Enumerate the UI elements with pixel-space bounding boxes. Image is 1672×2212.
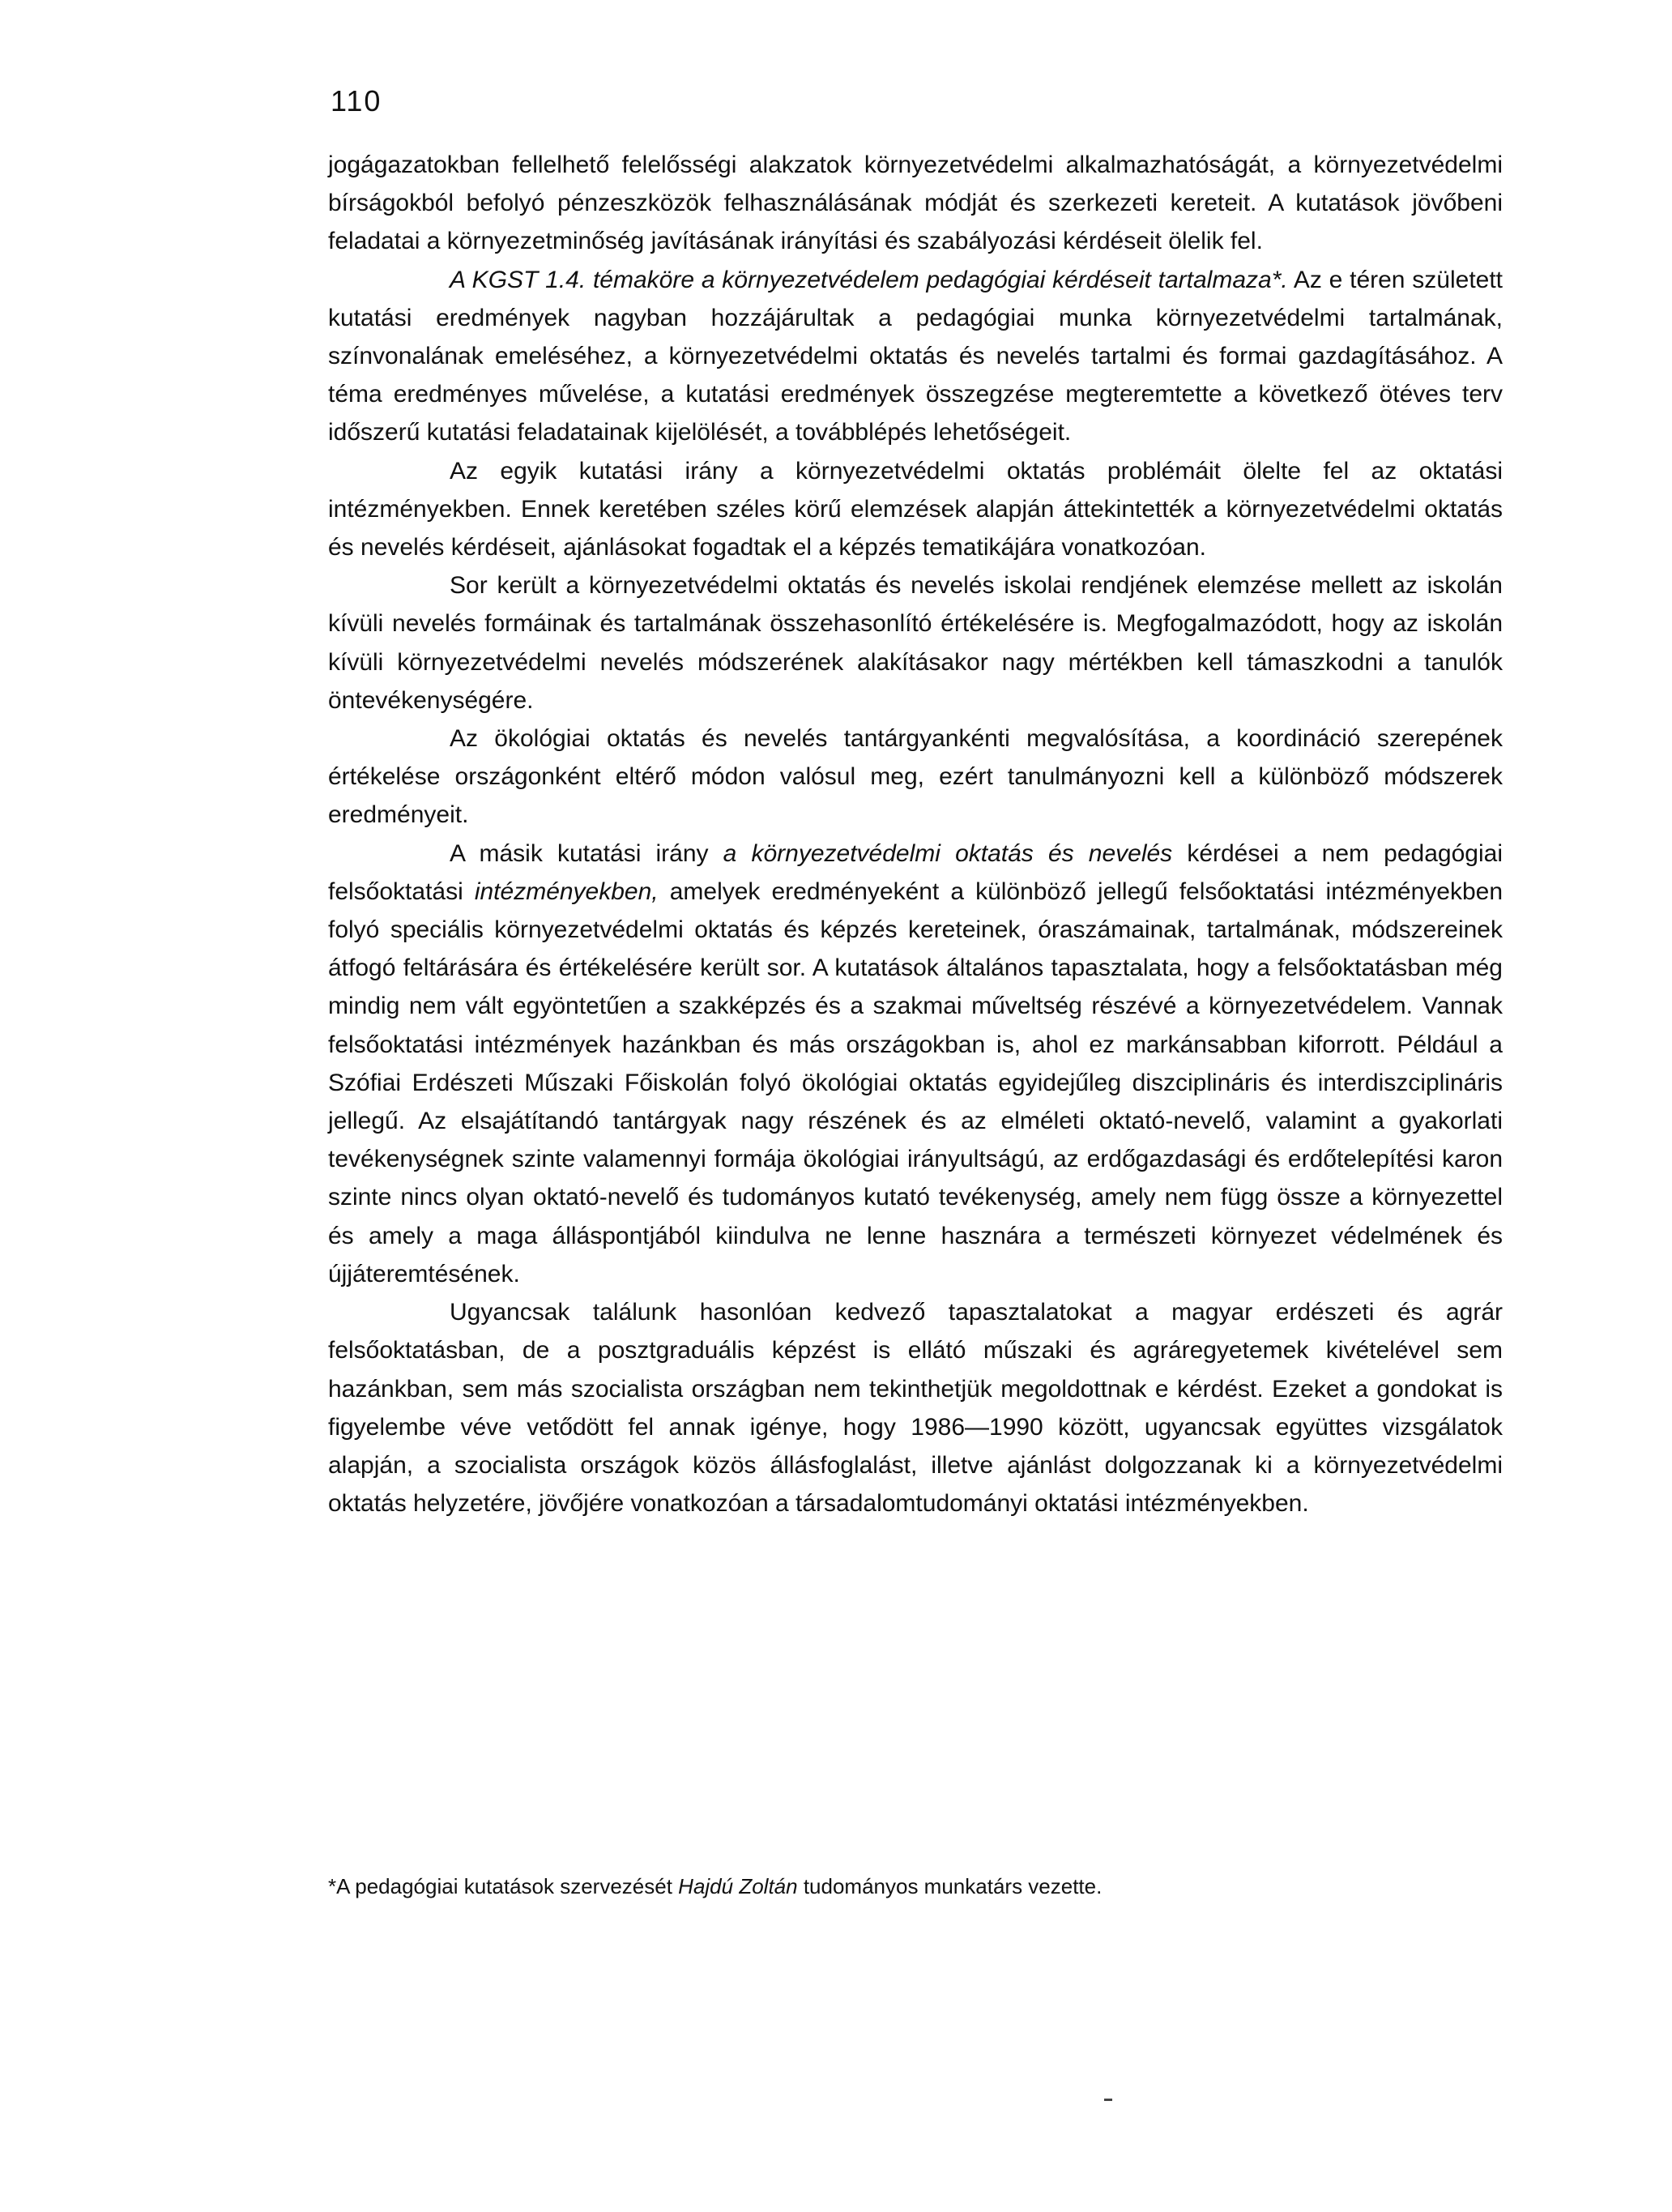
footnote-text-before: *A pedagógiai kutatások szervezését xyxy=(328,1874,679,1898)
text-run: Az ökológiai oktatás és nevelés tantárgyankénti megvalósítása, a koordináció szerepének értékelése országonként eltérő módon valósul meg, ezért tanulmányozni kell a különböző módszerek eredményeit. xyxy=(328,725,1503,829)
text-run: Az egyik kutatási irány a környezetvédelmi oktatás problémáit ölelte fel az oktatási intézményekben. Ennek keretében széles körű elemzések alapján áttekintették a környezetvédelmi oktatás és nevelés kérdéseit, ajánlásokat fogadtak el a képzés tematikájára vonatkozóan. xyxy=(328,457,1503,562)
text-run: A másik kutatási irány xyxy=(450,839,723,867)
italic-run: intézményekben, xyxy=(474,878,659,905)
footnote-author-name: Hajdú Zoltán xyxy=(678,1874,798,1898)
paragraph xyxy=(328,835,1503,1293)
italic-run: A KGST 1.4. témaköre a környezetvédelem pedagógiai kérdéseit tartalmaza*. xyxy=(450,266,1288,293)
text-run: kérdései a nem pedagógiai felsőoktatási xyxy=(328,839,1503,905)
paragraph xyxy=(328,1293,1503,1522)
body-text xyxy=(328,146,1503,1522)
text-run: Sor került a környezetvédelmi oktatás és nevelés iskolai rendjének elemzése mellett az iskolán kívüli nevelés formáinak és tartalmának összehasonlító értékelésére is. Megfogalmazódott, hogy az iskolán kívüli környezetvédelmi nevelés módszerének alakításakor nagy mértékben kell támaszkodni a tanulók öntevékenységére. xyxy=(328,572,1503,714)
text-run: amelyek eredményeként a különböző jellegű felsőoktatási intézményekben folyó speciális környezetvédelmi oktatás és képzés kereteinek, óraszámainak, tartalmának, módszereinek átfogó feltárására és értékelésére került sor. A kutatások általános tapasztalata, hogy a felsőoktatásban még mindig nem vált egyöntetűen a szakképzés és a szakmai műveltség részévé a környezetvédelem. Vannak felsőoktatási intézmények hazánkban és más országokban is, ahol ez markánsabban kiforrott. Például a Szófiai Erdészeti Műszaki Főiskolán folyó ökológiai oktatás egyidejűleg diszciplináris és interdiszciplináris jellegű. Az elsajátítandó tantárgyak nagy részének és az elméleti oktató-nevelő, valamint a gyakorlati tevékenységnek szinte valamennyi formája ökológiai irányultságú, az erdőgazdasági és erdőtelepítési karon szinte nincs olyan oktató-nevelő és tudományos kutató tevékenység, amely nem függ össze a környezettel és amely a maga álláspontjából kiindulva ne lenne hasznára a természeti környezet védelmének és újjáteremtésének. xyxy=(328,878,1504,1287)
scan-speck xyxy=(1104,2099,1112,2101)
italic-run: a környezetvédelmi oktatás és nevelés xyxy=(723,839,1173,867)
paragraph xyxy=(328,566,1503,720)
paragraph xyxy=(328,720,1503,835)
text-run: jogágazatokban fellelhető felelősségi alakzatok környezetvédelmi alkalmazhatóságát, a környezetvédelmi bírságokból befolyó pénzeszközök felhasználásának módját és szerkezeti kereteit. A kutatások jövőbeni feladatai a környezetminőség javításának irányítási és szabályozási kérdéseit ölelik fel. xyxy=(328,152,1503,255)
text-run: Az e téren született kutatási eredmények nagyban hozzájárultak a pedagógiai munka környezetvédelmi tartalmának, színvonalának emeléséhez, a környezetvédelmi oktatás és nevelés tartalmi és formai gazdagításához. A téma eredményes művelése, a kutatási eredmények összegzése megteremtette a következő ötéves terv időszerű kutatási feladatainak kijelölését, a továbblépés lehetőségeit. xyxy=(328,266,1504,446)
footnote-text-after: tudományos munkatárs vezette. xyxy=(797,1874,1103,1898)
footnote xyxy=(328,1872,1503,1901)
paragraph xyxy=(328,261,1503,452)
paragraph xyxy=(328,452,1503,567)
page-number: 110 xyxy=(331,84,382,117)
paragraph xyxy=(328,146,1503,261)
text-run: Ugyancsak találunk hasonlóan kedvező tapasztalatokat a magyar erdészeti és agrár felsőoktatásban, de a posztgraduális képzést is ellátó műszaki és agráregyetemek kivételével sem hazánkban, sem más szocialista országban nem tekinthetjük megoldottnak e kérdést. Ezeket a gondokat is figyelembe véve vetődött fel annak igénye, hogy 1986—1990 között, ugyancsak együttes vizsgálatok alapján, a szocialista országok közös állásfoglalást, illetve ajánlást dolgozzanak ki a környezetvédelmi oktatás helyzetére, jövőjére vonatkozóan a társadalomtudományi oktatási intézményekben. xyxy=(328,1299,1503,1518)
